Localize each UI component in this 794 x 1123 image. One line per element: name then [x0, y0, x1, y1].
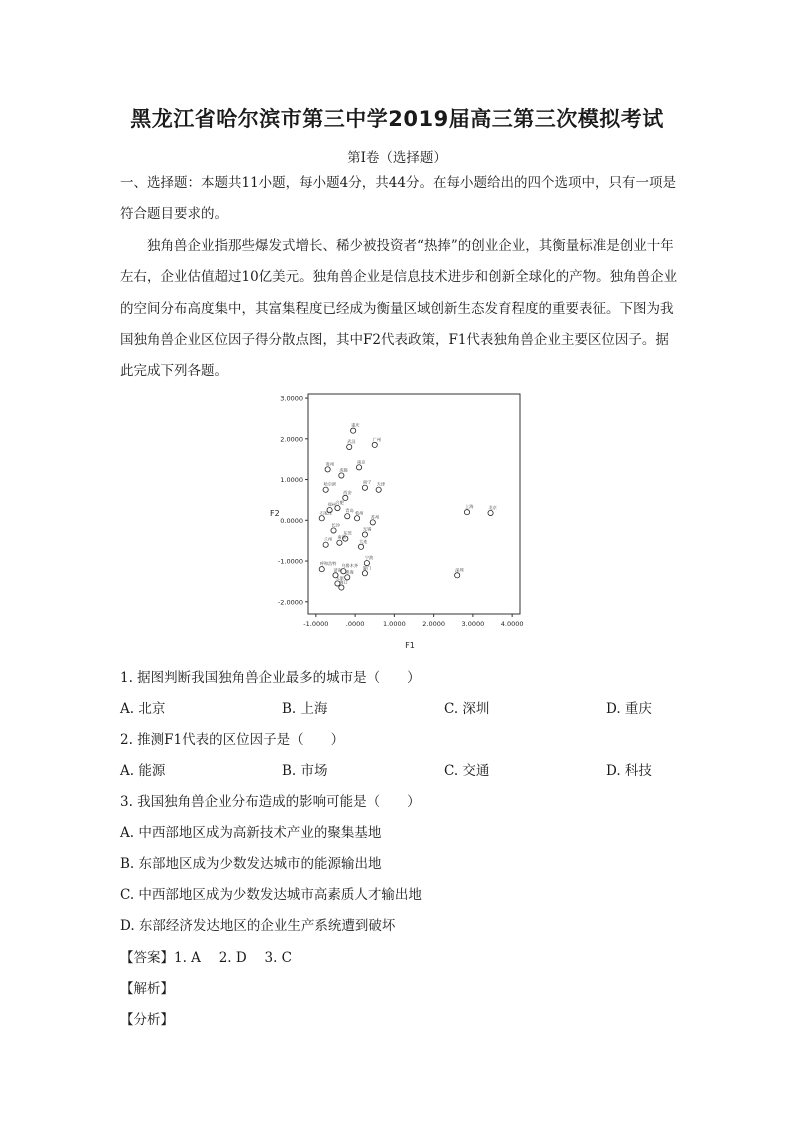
- question-1-stem: 1. 据图判断我国独角兽企业最多的城市是（ ）: [120, 670, 421, 686]
- x-tick-label: 1.0000: [382, 620, 406, 628]
- q3-option-d: D. 东部经济发达地区的企业生产系统遭到破坏: [120, 918, 396, 934]
- point-label: 呼和浩特: [319, 561, 337, 567]
- point-label: 东莞: [343, 530, 352, 536]
- point-label: 贵州: [325, 461, 335, 467]
- point-label: 乌鲁木齐: [341, 563, 359, 569]
- point-label: 杭州: [355, 510, 364, 516]
- x-tick-label: -1.0000: [303, 620, 329, 628]
- point-label: 厦门: [362, 565, 372, 571]
- x-tick-label: 3.0000: [461, 620, 485, 628]
- page-title: 黑龙江省哈尔滨市第三中学2019届高三第三次模拟考试: [130, 107, 664, 131]
- q2-option-b: B. 市场: [282, 763, 328, 779]
- q2-option-a: A. 能源: [120, 763, 166, 779]
- q1-option-c: C. 深圳: [444, 701, 490, 717]
- q2-option-d: D. 科技: [606, 763, 652, 779]
- point-label: 长沙: [331, 522, 340, 528]
- point-label: 海口: [339, 579, 348, 585]
- point-label: 哈尔滨: [323, 481, 337, 487]
- point-label: 石家庄: [319, 510, 333, 516]
- q3-option-a: A. 中西部地区成为高新技术产业的聚集基地: [120, 825, 382, 841]
- point-label: 青岛: [345, 508, 354, 514]
- point-label: 成都: [339, 467, 348, 473]
- y-tick-label: -2.0000: [277, 598, 303, 607]
- q3-option-c: C. 中西部地区成为少数发达城市高素质人才输出地: [120, 887, 422, 903]
- point-label: 广州: [372, 436, 382, 442]
- point-label: 太原: [335, 575, 344, 581]
- point-label: 南昌: [337, 534, 346, 540]
- analysis-heading: 【解析】: [120, 981, 174, 997]
- point-label: 兰州: [323, 536, 333, 542]
- point-label: 重庆: [351, 422, 360, 428]
- point-label: 南京: [357, 459, 366, 465]
- question-3-stem: 3. 我国独角兽企业分布造成的影响可能是（ ）: [120, 794, 421, 810]
- x-axis-label: F1: [405, 641, 415, 650]
- point-label: 南宁: [362, 479, 372, 485]
- point-label: 苏州: [370, 514, 380, 520]
- reading-passage: 独角兽企业指那些爆发式增长、稀少被投资者“热捧”的创业企业，其衡量标准是创业十年左右，企业估值超过10亿美元。独角兽企业是信息技术进步和创新全球化的产物。独角兽企业的空间分布高度集中，其富集程度已经成为衡量区域创新生态发育程度的重要表征。下图为我国独角兽企业区位因子得分散点图，其中F2代表政策，F1代表独角兽企业主要区位因子。据此完成下列各题。: [120, 238, 678, 380]
- x-tick-label: 2.0000: [422, 620, 446, 628]
- x-tick-label: .0000: [345, 620, 365, 628]
- answer-line: 【答案】1. A 2. D 3. C: [120, 950, 292, 966]
- point-label: 郑州: [327, 502, 336, 508]
- point-label: 上海: [465, 504, 474, 510]
- point-label: 无锡: [362, 526, 372, 532]
- section-instructions: 一、选择题：本题共11小题，每小题4分，共44分。在每小题给出的四个选项中，只有一项是符合题目要求的。: [120, 175, 676, 223]
- y-tick-label: 0.0000: [280, 516, 303, 525]
- q1-option-b: B. 上海: [282, 701, 328, 717]
- scatter-chart: [268, 392, 530, 657]
- point-label: 珠海: [345, 569, 354, 575]
- point-label: 天津: [376, 481, 386, 487]
- point-label: 宁波: [364, 555, 374, 561]
- point-label: 深圳: [455, 567, 464, 573]
- q1-option-d: D. 重庆: [606, 701, 652, 717]
- y-tick-label: 2.0000: [280, 435, 303, 444]
- q2-option-c: C. 交通: [444, 763, 490, 779]
- point-label: 济南: [333, 567, 342, 573]
- y-tick-label: -1.0000: [277, 557, 303, 566]
- y-tick-label: 3.0000: [280, 394, 303, 403]
- point-label: 北京: [488, 504, 497, 510]
- volume-heading: 第I卷（选择题）: [347, 150, 447, 166]
- scatter-chart-svg: [268, 392, 530, 657]
- q3-option-b: B. 东部地区成为少数发达城市的能源输出地: [120, 856, 382, 872]
- y-axis-label: F2: [270, 509, 280, 518]
- point-label: 西安: [343, 489, 352, 495]
- point-label: 武汉: [347, 438, 356, 444]
- breakdown-heading: 【分析】: [120, 1012, 174, 1028]
- y-tick-label: 1.0000: [280, 476, 303, 485]
- question-2-stem: 2. 推测F1代表的区位因子是（ ）: [120, 732, 345, 748]
- point-label: 合肥: [335, 500, 344, 506]
- x-tick-label: 4.0000: [500, 620, 524, 628]
- q1-option-a: A. 北京: [120, 701, 166, 717]
- point-label: 大连: [359, 538, 368, 544]
